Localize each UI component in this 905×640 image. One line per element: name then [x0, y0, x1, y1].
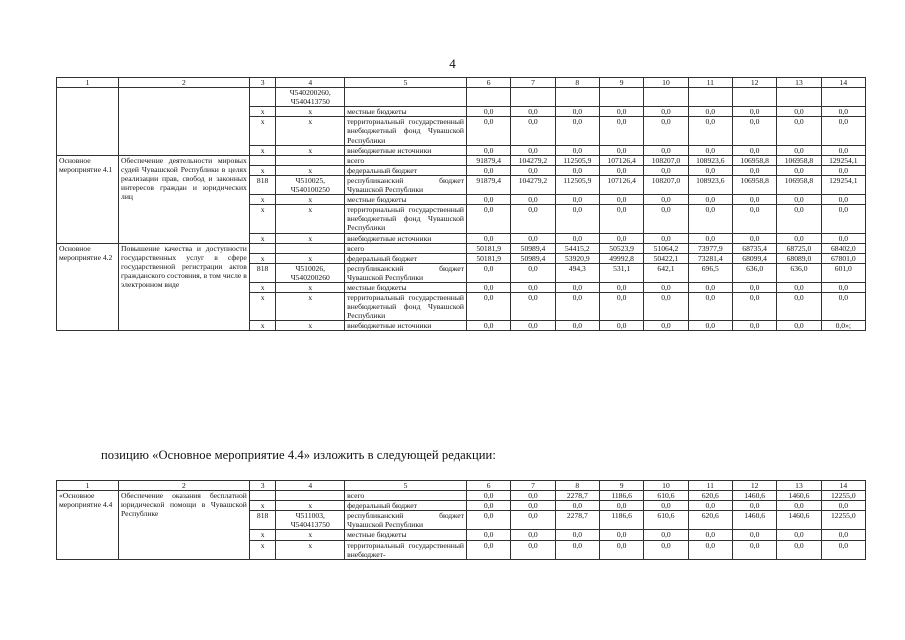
column-number-header: 6 [467, 78, 511, 88]
cell-amount: 0,0 [777, 145, 821, 155]
cell-amount: 636,0 [732, 263, 776, 282]
cell-funding-source: всего [345, 155, 467, 165]
cell-amount: 0,0 [777, 321, 821, 331]
cell-funding-source: местные бюджеты [345, 107, 467, 117]
table-row [57, 491, 866, 501]
cell-amount: 0,0 [555, 282, 599, 292]
cell-amount: 0,0 [732, 195, 776, 205]
column-number-header: 1 [57, 481, 119, 491]
cell-amount: 106958,8 [777, 175, 821, 194]
column-number-header: 3 [249, 78, 276, 88]
cell-amount: 51064,2 [644, 243, 688, 253]
cell-amount: 620,6 [688, 511, 732, 530]
cell-amount: 0,0 [732, 205, 776, 233]
cell-amount: 642,1 [644, 263, 688, 282]
column-number-header: 9 [599, 78, 643, 88]
cell-funding-source: федеральный бюджет [345, 165, 467, 175]
cell-amount [821, 88, 865, 107]
cell-amount: 0,0 [644, 205, 688, 233]
cell-amount: 0,0 [599, 205, 643, 233]
cell-amount: 50181,9 [467, 253, 511, 263]
cell-code: 818 [249, 175, 276, 194]
cell-amount: 0,0 [511, 491, 555, 501]
cell-amount: 0,0 [467, 233, 511, 243]
cell-amount: 0,0 [777, 195, 821, 205]
cell-amount: 0,0 [732, 293, 776, 321]
cell-code: x [249, 205, 276, 233]
cell-amount: 50989,4 [511, 243, 555, 253]
cell-amount: 0,0 [644, 107, 688, 117]
cell-amount: 0,0 [555, 293, 599, 321]
cell-amount: 0,0 [555, 501, 599, 511]
cell-funding-source: федеральный бюджет [345, 253, 467, 263]
cell-target-code: x [276, 195, 345, 205]
cell-target-code: Ч510026, Ч540200260 [276, 263, 345, 282]
cell-code: x [249, 107, 276, 117]
cell-amount: 0,0 [511, 293, 555, 321]
cell-code: x [249, 195, 276, 205]
cell-amount: 0,0 [777, 530, 821, 540]
budget-table-continued [56, 77, 866, 331]
column-number-header: 3 [249, 481, 276, 491]
cell-amount: 494,3 [555, 263, 599, 282]
cell-funding-source: территориальный государственный внебюджетный фонд Чувашской Республики [345, 117, 467, 145]
column-number-header: 13 [777, 481, 821, 491]
column-number-header: 6 [467, 481, 511, 491]
cell-amount: 0,0 [467, 540, 511, 559]
cell-amount: 0,0 [821, 117, 865, 145]
cell-amount: 106958,8 [732, 175, 776, 194]
cell-amount: 610,6 [644, 491, 688, 501]
cell-amount [732, 88, 776, 107]
cell-amount: 0,0»; [821, 321, 865, 331]
cell-amount: 0,0 [688, 195, 732, 205]
cell-amount: 0,0 [688, 540, 732, 559]
measure-title [57, 88, 119, 156]
cell-amount: 68725,0 [777, 243, 821, 253]
cell-amount: 0,0 [555, 117, 599, 145]
column-number-header: 1 [57, 78, 119, 88]
cell-code: x [249, 293, 276, 321]
cell-code: 818 [249, 263, 276, 282]
cell-target-code: x [276, 145, 345, 155]
cell-amount: 1460,6 [732, 491, 776, 501]
cell-target-code [276, 491, 345, 501]
cell-amount: 0,0 [511, 195, 555, 205]
table-row [57, 155, 866, 165]
cell-amount: 0,0 [688, 282, 732, 292]
cell-funding-source: федеральный бюджет [345, 501, 467, 511]
cell-code: x [249, 233, 276, 243]
cell-amount: 0,0 [467, 263, 511, 282]
cell-amount: 0,0 [821, 282, 865, 292]
cell-amount: 0,0 [511, 107, 555, 117]
cell-amount: 0,0 [555, 107, 599, 117]
cell-amount [555, 88, 599, 107]
cell-funding-source: территориальный государственный внебюджетный фонд Чувашской Республики [345, 293, 467, 321]
amendment-caption: позицию «Основное мероприятие 4.4» изложить в следующей редакции: [101, 448, 496, 462]
cell-amount: 91879,4 [467, 155, 511, 165]
cell-amount: 620,6 [688, 491, 732, 501]
cell-amount: 0,0 [644, 293, 688, 321]
cell-amount: 0,0 [732, 107, 776, 117]
column-number-header: 12 [732, 78, 776, 88]
cell-amount: 0,0 [511, 282, 555, 292]
cell-amount: 107126,4 [599, 155, 643, 165]
cell-target-code: x [276, 117, 345, 145]
cell-funding-source: всего [345, 491, 467, 501]
cell-amount: 0,0 [467, 282, 511, 292]
column-number-header: 7 [511, 481, 555, 491]
column-number-header: 12 [732, 481, 776, 491]
cell-amount: 0,0 [821, 195, 865, 205]
cell-amount: 0,0 [599, 321, 643, 331]
cell-amount: 0,0 [511, 117, 555, 145]
cell-amount: 0,0 [599, 117, 643, 145]
cell-amount: 91879,4 [467, 175, 511, 194]
cell-code: 818 [249, 511, 276, 530]
cell-amount: 104279,2 [511, 155, 555, 165]
cell-funding-source: местные бюджеты [345, 282, 467, 292]
column-number-row [57, 78, 866, 88]
column-number-header: 4 [276, 78, 345, 88]
cell-target-code: Ч511003, Ч540413750 [276, 511, 345, 530]
cell-amount: 0,0 [467, 530, 511, 540]
cell-code: x [249, 253, 276, 263]
cell-target-code: x [276, 107, 345, 117]
column-number-header: 5 [345, 78, 467, 88]
cell-amount: 0,0 [732, 540, 776, 559]
cell-amount: 0,0 [688, 145, 732, 155]
cell-code [249, 243, 276, 253]
cell-amount: 0,0 [777, 165, 821, 175]
cell-amount: 0,0 [555, 145, 599, 155]
column-number-header: 8 [555, 481, 599, 491]
cell-amount: 0,0 [511, 165, 555, 175]
budget-table-measure-4-4 [56, 480, 866, 560]
cell-amount: 0,0 [599, 195, 643, 205]
cell-amount: 0,0 [555, 530, 599, 540]
page-number: 4 [449, 56, 456, 71]
cell-amount: 50422,1 [644, 253, 688, 263]
cell-amount: 0,0 [821, 501, 865, 511]
cell-amount: 112505,9 [555, 175, 599, 194]
cell-code: x [249, 540, 276, 559]
cell-amount: 0,0 [467, 107, 511, 117]
cell-amount: 0,0 [732, 282, 776, 292]
cell-amount: 0,0 [555, 233, 599, 243]
column-number-header: 11 [688, 78, 732, 88]
cell-target-code: Ч510025, Ч540100250 [276, 175, 345, 194]
cell-amount: 0,0 [555, 195, 599, 205]
cell-amount: 0,0 [644, 117, 688, 145]
cell-funding-source [345, 88, 467, 107]
cell-code: x [249, 501, 276, 511]
cell-funding-source: местные бюджеты [345, 530, 467, 540]
cell-amount: 0,0 [467, 491, 511, 501]
cell-amount: 112505,9 [555, 155, 599, 165]
measure-title: «Основное мероприятие 4.4 [57, 491, 119, 560]
column-number-header: 7 [511, 78, 555, 88]
cell-amount: 106958,8 [732, 155, 776, 165]
cell-amount: 0,0 [732, 501, 776, 511]
cell-amount: 610,6 [644, 511, 688, 530]
cell-amount: 0,0 [511, 501, 555, 511]
cell-amount: 0,0 [644, 145, 688, 155]
cell-amount: 50989,4 [511, 253, 555, 263]
cell-amount: 0,0 [821, 293, 865, 321]
cell-funding-source: внебюджетные источники [345, 145, 467, 155]
cell-amount: 12255,0 [821, 511, 865, 530]
cell-amount: 0,0 [688, 530, 732, 540]
cell-amount: 0,0 [777, 107, 821, 117]
cell-amount: 54415,2 [555, 243, 599, 253]
cell-amount: 0,0 [644, 501, 688, 511]
cell-amount: 0,0 [732, 321, 776, 331]
cell-amount: 50523,9 [599, 243, 643, 253]
cell-amount: 49992,8 [599, 253, 643, 263]
cell-amount: 0,0 [467, 511, 511, 530]
cell-amount [599, 88, 643, 107]
cell-amount: 0,0 [644, 195, 688, 205]
cell-amount: 2278,7 [555, 491, 599, 501]
cell-target-code: x [276, 530, 345, 540]
cell-amount: 0,0 [688, 117, 732, 145]
cell-amount: 1460,6 [732, 511, 776, 530]
column-number-header: 10 [644, 78, 688, 88]
cell-amount: 0,0 [467, 117, 511, 145]
cell-amount: 0,0 [732, 117, 776, 145]
cell-funding-source: местные бюджеты [345, 195, 467, 205]
cell-amount: 129254,1 [821, 175, 865, 194]
cell-amount: 0,0 [644, 282, 688, 292]
cell-amount: 0,0 [821, 530, 865, 540]
cell-amount: 0,0 [511, 233, 555, 243]
cell-amount: 68735,4 [732, 243, 776, 253]
cell-code: x [249, 282, 276, 292]
cell-amount: 0,0 [777, 117, 821, 145]
cell-target-code: x [276, 501, 345, 511]
cell-amount: 0,0 [688, 293, 732, 321]
column-number-header: 13 [777, 78, 821, 88]
cell-amount: 0,0 [644, 540, 688, 559]
cell-amount: 0,0 [777, 282, 821, 292]
cell-amount: 73977,9 [688, 243, 732, 253]
cell-amount: 0,0 [511, 205, 555, 233]
cell-amount: 50181,9 [467, 243, 511, 253]
cell-amount: 0,0 [599, 530, 643, 540]
cell-amount: 129254,1 [821, 155, 865, 165]
column-number-row [57, 481, 866, 491]
cell-amount: 0,0 [732, 145, 776, 155]
column-number-header: 14 [821, 78, 865, 88]
cell-amount: 0,0 [599, 145, 643, 155]
cell-amount: 601,0 [821, 263, 865, 282]
cell-amount: 108207,0 [644, 175, 688, 194]
cell-code: x [249, 321, 276, 331]
cell-amount: 0,0 [467, 321, 511, 331]
cell-amount: 68099,4 [732, 253, 776, 263]
cell-amount: 0,0 [688, 321, 732, 331]
measure-title: Основное мероприятие 4.1 [57, 155, 119, 243]
cell-amount: 0,0 [467, 501, 511, 511]
cell-funding-source: внебюджетные источники [345, 321, 467, 331]
cell-amount: 636,0 [777, 263, 821, 282]
column-number-header: 4 [276, 481, 345, 491]
cell-amount: 0,0 [777, 233, 821, 243]
cell-amount: 0,0 [777, 540, 821, 559]
cell-amount: 1460,6 [777, 511, 821, 530]
cell-amount: 0,0 [511, 540, 555, 559]
cell-funding-source: республиканский бюджет Чувашской Республики [345, 263, 467, 282]
measure-description: Обеспечение оказания бесплатной юридической помощи в Чувашской Республике [119, 491, 250, 560]
cell-amount: 108207,0 [644, 155, 688, 165]
cell-target-code: x [276, 165, 345, 175]
cell-amount [777, 88, 821, 107]
cell-amount: 0,0 [777, 501, 821, 511]
cell-amount: 67801,0 [821, 253, 865, 263]
cell-code: x [249, 165, 276, 175]
cell-amount: 0,0 [555, 165, 599, 175]
cell-amount: 0,0 [511, 321, 555, 331]
cell-amount: 531,1 [599, 263, 643, 282]
cell-amount: 0,0 [821, 540, 865, 559]
cell-code: x [249, 530, 276, 540]
cell-funding-source: всего [345, 243, 467, 253]
cell-amount: 53920,9 [555, 253, 599, 263]
cell-target-code: x [276, 233, 345, 243]
cell-amount [467, 88, 511, 107]
column-number-header: 2 [119, 78, 250, 88]
cell-amount: 0,0 [688, 501, 732, 511]
cell-amount: 68089,0 [777, 253, 821, 263]
cell-amount: 0,0 [821, 107, 865, 117]
cell-amount: 104279,2 [511, 175, 555, 194]
column-number-header: 9 [599, 481, 643, 491]
cell-amount: 1186,6 [599, 491, 643, 501]
cell-amount: 0,0 [821, 145, 865, 155]
cell-amount: 0,0 [688, 233, 732, 243]
cell-amount: 0,0 [511, 511, 555, 530]
cell-amount: 0,0 [555, 321, 599, 331]
cell-amount: 0,0 [467, 205, 511, 233]
cell-code [249, 155, 276, 165]
cell-amount: 696,5 [688, 263, 732, 282]
cell-amount: 0,0 [511, 145, 555, 155]
cell-funding-source: республиканский бюджет Чувашской Республики [345, 511, 467, 530]
cell-amount: 0,0 [688, 205, 732, 233]
cell-amount: 2278,7 [555, 511, 599, 530]
cell-amount: 0,0 [555, 205, 599, 233]
cell-amount: 0,0 [599, 233, 643, 243]
cell-amount: 68402,0 [821, 243, 865, 253]
measure-description: Обеспечение деятельности мировых судей Чувашской Республики в целях реализации прав, свобод и законных интересов граждан и юридических лиц [119, 155, 250, 243]
cell-amount: 108923,6 [688, 175, 732, 194]
cell-amount: 0,0 [644, 321, 688, 331]
cell-amount: 0,0 [599, 282, 643, 292]
cell-target-code: Ч540200260, Ч540413750 [276, 88, 345, 107]
cell-amount: 0,0 [467, 145, 511, 155]
cell-code [249, 88, 276, 107]
cell-funding-source: территориальный государственный внебюджетный фонд Чувашской Республики [345, 205, 467, 233]
cell-amount: 0,0 [599, 165, 643, 175]
cell-amount: 107126,4 [599, 175, 643, 194]
cell-amount: 0,0 [599, 107, 643, 117]
cell-amount: 0,0 [467, 165, 511, 175]
cell-amount: 0,0 [599, 293, 643, 321]
measure-title: Основное мероприятие 4.2 [57, 243, 119, 331]
cell-amount: 0,0 [732, 165, 776, 175]
cell-amount: 0,0 [688, 165, 732, 175]
cell-amount: 0,0 [821, 233, 865, 243]
measure-description [119, 88, 250, 156]
cell-amount: 1460,6 [777, 491, 821, 501]
cell-amount: 73281,4 [688, 253, 732, 263]
cell-amount: 0,0 [777, 205, 821, 233]
cell-amount [688, 88, 732, 107]
cell-code [249, 491, 276, 501]
cell-amount: 0,0 [821, 205, 865, 233]
cell-amount: 0,0 [599, 540, 643, 559]
cell-amount: 0,0 [511, 530, 555, 540]
column-number-header: 11 [688, 481, 732, 491]
cell-amount: 0,0 [599, 501, 643, 511]
cell-target-code: x [276, 321, 345, 331]
cell-amount: 0,0 [777, 293, 821, 321]
column-number-header: 5 [345, 481, 467, 491]
cell-amount: 0,0 [732, 233, 776, 243]
cell-amount [644, 88, 688, 107]
column-number-header: 14 [821, 481, 865, 491]
cell-amount: 0,0 [467, 195, 511, 205]
cell-amount: 108923,6 [688, 155, 732, 165]
cell-funding-source: республиканский бюджет Чувашской Республики [345, 175, 467, 194]
cell-amount: 0,0 [821, 165, 865, 175]
cell-code: x [249, 117, 276, 145]
cell-funding-source: внебюджетные источники [345, 233, 467, 243]
cell-amount: 1186,6 [599, 511, 643, 530]
cell-funding-source: территориальный государственный внебюджет- [345, 540, 467, 559]
cell-amount: 106958,8 [777, 155, 821, 165]
table-row [57, 243, 866, 253]
cell-amount: 0,0 [688, 107, 732, 117]
cell-amount: 0,0 [644, 233, 688, 243]
cell-amount: 12255,0 [821, 491, 865, 501]
cell-target-code: x [276, 253, 345, 263]
measure-description: Повышение качества и доступности государственных услуг в сфере государственной регистрации актов гражданского состояния, в том числе в электронном виде [119, 243, 250, 331]
cell-amount: 0,0 [732, 530, 776, 540]
cell-target-code: x [276, 540, 345, 559]
cell-target-code: x [276, 293, 345, 321]
cell-amount: 0,0 [467, 293, 511, 321]
column-number-header: 8 [555, 78, 599, 88]
cell-amount: 0,0 [511, 263, 555, 282]
cell-target-code: x [276, 282, 345, 292]
cell-amount: 0,0 [644, 530, 688, 540]
cell-amount: 0,0 [555, 540, 599, 559]
table-row [57, 88, 866, 107]
column-number-header: 10 [644, 481, 688, 491]
cell-code: x [249, 145, 276, 155]
cell-target-code: x [276, 205, 345, 233]
cell-amount: 0,0 [644, 165, 688, 175]
cell-target-code [276, 243, 345, 253]
cell-amount [511, 88, 555, 107]
cell-target-code [276, 155, 345, 165]
column-number-header: 2 [119, 481, 250, 491]
